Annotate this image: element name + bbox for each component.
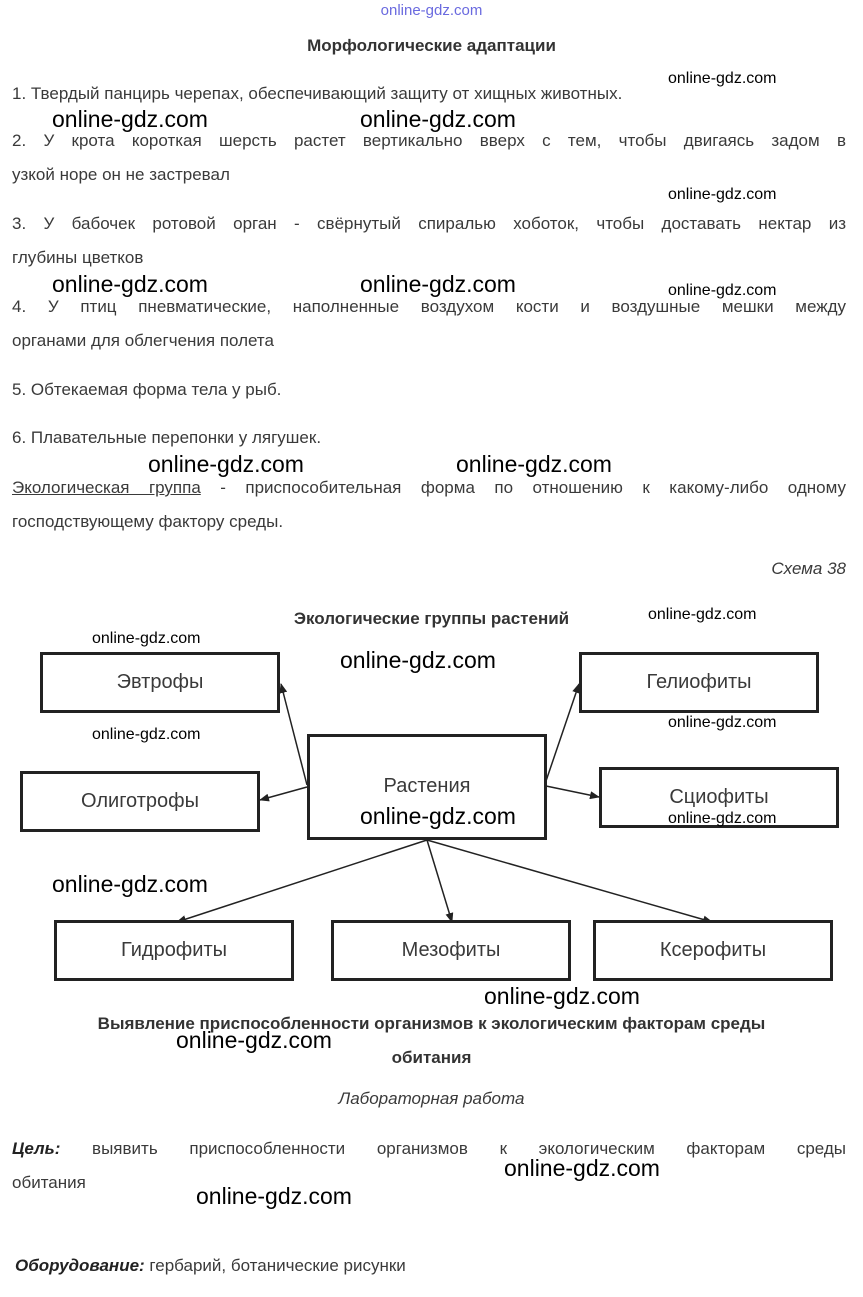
- arrow-to-sciofity: [546, 786, 599, 797]
- goal-line-1: [12, 1132, 846, 1166]
- box-center-label: Растения: [383, 775, 471, 797]
- arrow-to-oligotrofy: [260, 787, 307, 800]
- box-sciofity-label: Сциофиты: [669, 786, 769, 808]
- schema-label: Схема 38: [771, 559, 846, 578]
- definition-line-2: господствующему фактору среды.: [12, 512, 284, 531]
- watermark: online-gdz.com: [340, 647, 496, 673]
- adaptation-3-line-1: 3. У бабочек ротовой орган - свёрнутый спиралью хоботок, чтобы доставать нектар из: [12, 214, 846, 233]
- watermark: online-gdz.com: [92, 630, 201, 647]
- watermark: online-gdz.com: [92, 726, 201, 743]
- box-oligotrofy-label: Олиготрофы: [81, 790, 199, 812]
- arrow-to-mezofity: [427, 840, 452, 922]
- watermark: online-gdz.com: [52, 106, 208, 132]
- page-title: Морфологические адаптации: [307, 36, 556, 55]
- watermark: online-gdz.com: [668, 282, 777, 299]
- watermark: online-gdz.com: [360, 803, 516, 829]
- watermark: online-gdz.com: [484, 983, 640, 1009]
- box-geliofity-label: Гелиофиты: [646, 671, 752, 693]
- goal-line-2: обитания: [12, 1173, 86, 1192]
- watermark: online-gdz.com: [668, 70, 777, 87]
- adaptation-4-line-2: органами для облегчения полета: [12, 331, 274, 350]
- box-mezofity: [331, 920, 571, 981]
- arrow-to-evtrofy: [281, 684, 307, 785]
- adaptation-5: 5. Обтекаемая форма тела у рыб.: [12, 380, 282, 399]
- box-geliofity: [579, 652, 819, 713]
- section-title-line-1: Выявление приспособленности организмов к экологическим факторам среды: [97, 1014, 766, 1033]
- arrow-to-gidrofity: [177, 840, 427, 922]
- watermark: online-gdz.com: [196, 1183, 352, 1209]
- watermark: online-gdz.com: [148, 451, 304, 477]
- section-title-line-2: обитания: [391, 1048, 472, 1067]
- equipment: [15, 1249, 849, 1283]
- watermark: online-gdz.com: [176, 1027, 332, 1053]
- watermark: online-gdz.com: [668, 186, 777, 203]
- definition-line-1-rest: - приспособительная форма по отношению к какому-либо одному: [200, 478, 846, 497]
- box-oligotrofy: [20, 771, 260, 832]
- box-kserofity: [593, 920, 833, 981]
- watermark: online-gdz.com: [456, 451, 612, 477]
- section-title: [20, 1007, 843, 1075]
- top-watermark: online-gdz.com: [380, 2, 483, 19]
- goal: [12, 1132, 846, 1200]
- goal-label: Цель:: [12, 1139, 61, 1158]
- arrow-to-geliofity: [546, 684, 579, 781]
- adaptation-3-line-2: глубины цветков: [12, 248, 144, 267]
- adaptation-6: 6. Плавательные перепонки у лягушек.: [12, 428, 322, 447]
- box-kserofity-label: Ксерофиты: [659, 939, 767, 961]
- watermark: online-gdz.com: [648, 606, 757, 623]
- equipment-label: Оборудование:: [15, 1256, 145, 1275]
- box-mezofity-label: Мезофиты: [401, 939, 501, 961]
- adaptation-1: 1. Твердый панцирь черепах, обеспечивающий защиту от хищных животных.: [12, 84, 623, 103]
- watermark: online-gdz.com: [504, 1155, 660, 1181]
- box-gidrofity-label: Гидрофиты: [121, 939, 227, 961]
- box-gidrofity: [54, 920, 294, 981]
- watermark: online-gdz.com: [360, 271, 516, 297]
- box-evtrofy: [40, 652, 280, 713]
- arrow-to-kserofity: [427, 840, 712, 922]
- watermark: online-gdz.com: [52, 871, 208, 897]
- watermark: online-gdz.com: [360, 106, 516, 132]
- watermark: online-gdz.com: [668, 810, 777, 827]
- watermark: online-gdz.com: [52, 271, 208, 297]
- goal-text-1: выявить приспособленности организмов к экологическим факторам среды: [60, 1139, 846, 1158]
- diagram-title: Экологические группы растений: [293, 609, 570, 628]
- adaptation-2-line-1: 2. У крота короткая шерсть растет вертикально вверх с тем, чтобы двигаясь задом в: [12, 131, 846, 150]
- equipment-text: гербарий, ботанические рисунки: [144, 1256, 406, 1275]
- adaptation-2-line-2: узкой норе он не застревал: [12, 165, 230, 184]
- definition-term: Экологическая группа: [12, 478, 201, 497]
- watermark: online-gdz.com: [668, 714, 777, 731]
- lab-work-label: Лабораторная работа: [338, 1089, 525, 1108]
- adaptation-4-line-1: 4. У птиц пневматические, наполненные воздухом кости и воздушные мешки между: [12, 297, 846, 316]
- box-evtrofy-label: Эвтрофы: [116, 671, 204, 693]
